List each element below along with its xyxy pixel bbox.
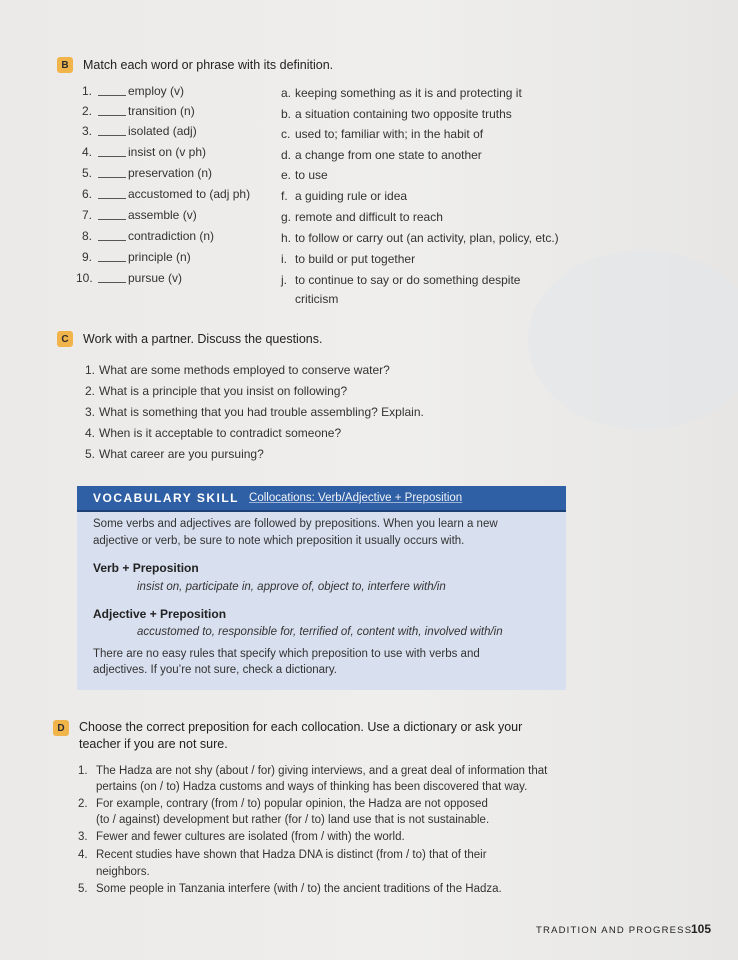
exercise-item: 2. For example, contrary (from / to) popular opinion, the Hadza are not opposed bbox=[78, 798, 488, 810]
word-item: 6. accustomed to (adj ph) bbox=[81, 187, 251, 201]
running-title: TRADITION AND PROGRESS bbox=[536, 925, 693, 936]
vocabulary-skill-subtitle: Collocations: Verb/Adjective + Preposition bbox=[249, 492, 463, 504]
word-item: 5. preservation (n) bbox=[81, 166, 213, 180]
section-b-instruction: Match each word or phrase with its definition. bbox=[83, 58, 334, 72]
bleed-through-image bbox=[528, 250, 738, 430]
question-item: 3. What is something that you had trouble assembling? Explain. bbox=[85, 405, 424, 419]
definition-item: h. to follow or carry out (an activity, plan, policy, etc.) bbox=[281, 231, 559, 245]
section-d-badge: D bbox=[53, 720, 69, 736]
definition-item: c. used to; familiar with; in the habit of bbox=[281, 127, 484, 141]
word-item: 9. principle (n) bbox=[81, 250, 191, 264]
vocabulary-skill-title: VOCABULARY SKILL bbox=[93, 491, 240, 505]
word-item: 8. contradiction (n) bbox=[81, 229, 215, 243]
section-c-badge: C bbox=[57, 331, 73, 347]
answer-blank[interactable] bbox=[98, 219, 126, 220]
question-item: 2. What is a principle that you insist on following? bbox=[85, 384, 348, 398]
verb-preposition-examples: insist on, participate in, approve of, object to, interfere with/in bbox=[137, 581, 446, 593]
adjective-preposition-examples: accustomed to, responsible for, terrified of, content with, involved with/in bbox=[137, 626, 503, 638]
answer-blank[interactable] bbox=[98, 240, 126, 241]
question-item: 5. What career are you pursuing? bbox=[85, 447, 264, 461]
definition-item: b. a situation containing two opposite truths bbox=[281, 107, 512, 121]
exercise-item: 1. The Hadza are not shy (about / for) giving interviews, and a great deal of information that bbox=[78, 765, 548, 777]
definition-item: f. a guiding rule or idea bbox=[281, 189, 408, 203]
exercise-item-cont: (to / against) development but rather (for / to) land use that is not sustainable. bbox=[96, 814, 490, 826]
vocab-outro-line: There are no easy rules that specify which preposition to use with verbs and bbox=[93, 648, 480, 660]
word-item: 4. insist on (v ph) bbox=[81, 145, 207, 159]
page-number: 105 bbox=[691, 922, 712, 936]
answer-blank[interactable] bbox=[98, 95, 126, 96]
section-d-instruction-cont: teacher if you are not sure. bbox=[79, 737, 228, 751]
definition-item: d. a change from one state to another bbox=[281, 148, 482, 162]
question-item: 4. When is it acceptable to contradict someone? bbox=[85, 426, 342, 440]
answer-blank[interactable] bbox=[98, 177, 126, 178]
bleed-through-heading bbox=[470, 28, 710, 88]
word-item: 7. assemble (v) bbox=[81, 208, 197, 222]
answer-blank[interactable] bbox=[98, 156, 126, 157]
section-d-instruction: Choose the correct preposition for each collocation. Use a dictionary or ask your bbox=[79, 720, 523, 734]
section-c-instruction: Work with a partner. Discuss the questions. bbox=[83, 332, 323, 346]
definition-item: e. to use bbox=[281, 168, 328, 182]
definition-item: j. to continue to say or do something despite bbox=[281, 273, 521, 287]
exercise-item: 3. Fewer and fewer cultures are isolated (from / with) the world. bbox=[78, 831, 405, 843]
question-item: 1. What are some methods employed to conserve water? bbox=[85, 363, 390, 377]
answer-blank[interactable] bbox=[98, 135, 126, 136]
vocab-intro-line: Some verbs and adjectives are followed by prepositions. When you learn a new bbox=[93, 518, 498, 530]
word-item: 10. pursue (v) bbox=[76, 271, 183, 285]
definition-item-continued: criticism bbox=[295, 292, 339, 306]
adjective-preposition-heading: Adjective + Preposition bbox=[93, 607, 227, 621]
exercise-item: 4. Recent studies have shown that Hadza DNA is distinct (from / to) that of their bbox=[78, 849, 487, 861]
vocab-outro-line: adjectives. If you’re not sure, check a dictionary. bbox=[93, 664, 337, 676]
vocabulary-skill-box bbox=[77, 486, 566, 690]
vocab-intro-line: adjective or verb, be sure to note which preposition it usually occurs with. bbox=[93, 535, 465, 547]
vocabulary-skill-header bbox=[77, 486, 566, 512]
exercise-item-cont: neighbors. bbox=[96, 866, 150, 878]
answer-blank[interactable] bbox=[98, 282, 126, 283]
exercise-item: 5. Some people in Tanzania interfere (with / to) the ancient traditions of the Hadza. bbox=[78, 883, 502, 895]
word-item: 3. isolated (adj) bbox=[81, 124, 197, 138]
answer-blank[interactable] bbox=[98, 261, 126, 262]
word-item: 1. employ (v) bbox=[81, 84, 185, 98]
definition-item: i. to build or put together bbox=[281, 252, 416, 266]
answer-blank[interactable] bbox=[98, 198, 126, 199]
answer-blank[interactable] bbox=[98, 115, 126, 116]
definition-item: a. keeping something as it is and protecting it bbox=[281, 86, 522, 100]
word-item: 2. transition (n) bbox=[81, 104, 195, 118]
verb-preposition-heading: Verb + Preposition bbox=[93, 561, 199, 575]
exercise-item-cont: pertains (on / to) Hadza customs and ways of thinking has been discovered that way. bbox=[96, 781, 528, 793]
definition-item: g. remote and difficult to reach bbox=[281, 210, 443, 224]
section-b-badge: B bbox=[57, 57, 73, 73]
